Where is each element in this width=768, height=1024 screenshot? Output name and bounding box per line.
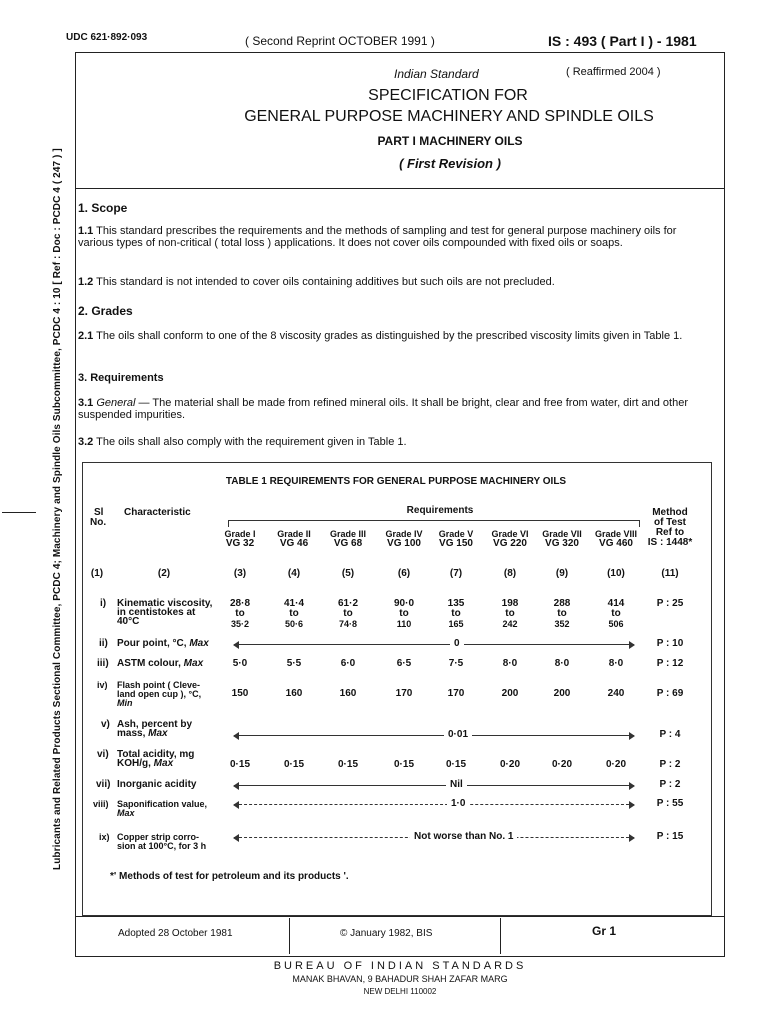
clause-1-2 bbox=[78, 276, 708, 288]
row-9-no: ix) bbox=[99, 832, 110, 842]
row-3-value-7: 8·0 bbox=[554, 658, 570, 669]
row-5-char-2-max: Max bbox=[148, 728, 168, 739]
row-1-char-3: 40°C bbox=[117, 616, 140, 627]
row-3-value-6: 8·0 bbox=[502, 658, 518, 669]
row-3-char-max: Max bbox=[183, 658, 204, 669]
row-1-to-3: to bbox=[343, 608, 353, 619]
top-rule bbox=[75, 52, 725, 53]
row-8-value: 1·0 bbox=[447, 799, 469, 809]
row-1-min-2: 41·4 bbox=[283, 598, 304, 609]
row-1-char-1: Kinematic viscosity, bbox=[117, 598, 213, 609]
row-2-char-text: Pour point, °C, bbox=[117, 638, 190, 649]
row-4-value-3: 160 bbox=[339, 688, 357, 699]
row-4-value-4: 170 bbox=[395, 688, 413, 699]
row-6-value-3: 0·15 bbox=[337, 759, 358, 770]
clause-1-1-number: 1.1 bbox=[78, 225, 94, 237]
title-line-2: GENERAL PURPOSE MACHINERY AND SPINDLE OILS bbox=[244, 108, 654, 125]
grade-7-vg: VG 320 bbox=[545, 538, 579, 549]
table-footnote: *' Methods of test for petroleum and its products '. bbox=[110, 871, 349, 882]
col-no: No. bbox=[90, 517, 107, 528]
row-1-to-1: to bbox=[235, 608, 245, 619]
grade-2-vg: VG 46 bbox=[279, 538, 309, 549]
row-5-char-1: Ash, percent by bbox=[117, 719, 193, 730]
row-4-value-1: 150 bbox=[231, 688, 249, 699]
row-1-min-8: 414 bbox=[607, 598, 625, 609]
column-number-8: (8) bbox=[503, 568, 517, 579]
column-number-6: (6) bbox=[397, 568, 411, 579]
row-1-method: P : 25 bbox=[656, 598, 684, 609]
clause-3-1-text: — The material shall be made from refined mineral oils. It shall be bright, clear and free from water, dirt and other suspended impurities. bbox=[78, 397, 688, 421]
row-1-max-3: 74·8 bbox=[338, 619, 357, 629]
section-3-heading: 3. Requirements bbox=[78, 372, 164, 384]
col-method-2: of Test bbox=[653, 517, 687, 528]
row-3-value-4: 6·5 bbox=[396, 658, 412, 669]
row-6-char-2-max: Max bbox=[153, 758, 174, 769]
footer-bottom-rule bbox=[75, 956, 725, 957]
grade-8-vg: VG 460 bbox=[599, 538, 633, 549]
row-6-value-4: 0·15 bbox=[393, 759, 414, 770]
row-5-value: 0·01 bbox=[444, 730, 472, 740]
row-1-max-1: 35·2 bbox=[230, 619, 249, 629]
row-1-min-4: 90·0 bbox=[393, 598, 414, 609]
grade-5-name: Grade V bbox=[438, 529, 474, 539]
clause-3-2 bbox=[78, 436, 708, 448]
row-5-char-2-text: mass, bbox=[117, 728, 149, 739]
requirements-brace bbox=[228, 520, 640, 527]
row-9-char-1: Copper strip corro- bbox=[117, 832, 200, 842]
grade-1-name: Grade I bbox=[224, 529, 256, 539]
column-number-5: (5) bbox=[341, 568, 355, 579]
row-8-no: viii) bbox=[93, 799, 109, 809]
row-2-value: 0 bbox=[450, 639, 464, 649]
clause-3-2-text: The oils shall also comply with the requirement given in Table 1. bbox=[96, 436, 407, 448]
column-number-9: (9) bbox=[555, 568, 569, 579]
row-4-char-3: Min bbox=[117, 698, 133, 708]
clause-2-1-text: The oils shall conform to one of the 8 viscosity grades as distinguished by the prescribed viscosity limits given in Table 1. bbox=[96, 330, 683, 342]
row-4-method: P : 69 bbox=[656, 688, 684, 699]
row-6-value-7: 0·20 bbox=[551, 759, 572, 770]
row-1-no: i) bbox=[100, 598, 107, 609]
margin-mark bbox=[2, 512, 36, 513]
row-5-char-2 bbox=[117, 729, 168, 739]
row-3-no: iii) bbox=[97, 658, 109, 669]
row-1-min-5: 135 bbox=[447, 598, 465, 609]
row-1-max-6: 242 bbox=[502, 619, 518, 629]
row-1-min-1: 28·8 bbox=[229, 598, 250, 609]
clause-3-1-label: General bbox=[96, 397, 136, 409]
row-1-min-7: 288 bbox=[553, 598, 571, 609]
row-5-no: v) bbox=[101, 719, 110, 730]
clause-1-1 bbox=[78, 225, 708, 249]
row-9-method: P : 15 bbox=[656, 831, 684, 842]
row-3-value-8: 8·0 bbox=[608, 658, 624, 669]
row-1-min-6: 198 bbox=[501, 598, 519, 609]
section-2-heading: 2. Grades bbox=[78, 304, 133, 318]
revision-label: ( First Revision ) bbox=[399, 156, 501, 171]
clause-3-2-number: 3.2 bbox=[78, 436, 94, 448]
row-1-max-5: 165 bbox=[448, 619, 464, 629]
row-6-char-1: Total acidity, mg bbox=[117, 749, 195, 760]
col-method-1: Method bbox=[652, 507, 688, 518]
col-method-4: IS : 1448* bbox=[647, 537, 693, 548]
column-number-1: (1) bbox=[90, 568, 104, 579]
bureau-name: BUREAU OF INDIAN STANDARDS bbox=[273, 960, 527, 972]
clause-3-1-number: 3.1 bbox=[78, 397, 94, 409]
row-2-no: ii) bbox=[99, 638, 108, 649]
grade-3-vg: VG 68 bbox=[333, 538, 363, 549]
committee-sidebar: Lubricants and Related Products Sectional Committee, PCDC 4; Machinery and Spindle Oils Subcommittee, PCDC 4 : 10 [ Ref : Doc : PCDC 4 ( 247 ) ] bbox=[52, 148, 63, 870]
row-1-char-2: in centistokes at bbox=[117, 607, 196, 618]
row-3-value-5: 7·5 bbox=[448, 658, 464, 669]
row-2-char-max: Max bbox=[189, 638, 209, 649]
clause-2-1-number: 2.1 bbox=[78, 330, 94, 342]
row-9-char-2: sion at 100°C, for 3 h bbox=[117, 841, 207, 851]
row-4-char-1: Flash point ( Cleve- bbox=[117, 680, 201, 690]
row-1-to-4: to bbox=[399, 608, 409, 619]
row-4-value-5: 170 bbox=[447, 688, 465, 699]
table-title: TABLE 1 REQUIREMENTS FOR GENERAL PURPOSE MACHINERY OILS bbox=[225, 476, 567, 487]
row-2-span-arrow bbox=[234, 644, 634, 645]
copyright-note: © January 1982, BIS bbox=[340, 928, 433, 939]
row-1-to-5: to bbox=[451, 608, 461, 619]
grade-6-name: Grade VI bbox=[491, 529, 529, 539]
row-9-value: Not worse than No. 1 bbox=[410, 832, 517, 842]
column-number-3: (3) bbox=[233, 568, 247, 579]
clause-1-2-text: This standard is not intended to cover oils containing additives but such oils are not precluded. bbox=[96, 276, 555, 288]
col-characteristic: Characteristic bbox=[124, 507, 191, 518]
row-1-max-2: 50·6 bbox=[284, 619, 303, 629]
column-number-2: (2) bbox=[157, 568, 171, 579]
row-6-value-2: 0·15 bbox=[283, 759, 304, 770]
row-6-char-2-text: KOH/g, bbox=[117, 758, 154, 769]
col-requirements: Requirements bbox=[406, 505, 474, 516]
reprint-note: ( Second Reprint OCTOBER 1991 ) bbox=[245, 34, 435, 48]
grade-3-name: Grade III bbox=[329, 529, 366, 539]
row-7-value: Nil bbox=[446, 780, 467, 790]
row-4-value-6: 200 bbox=[501, 688, 519, 699]
row-1-max-8: 506 bbox=[608, 619, 624, 629]
row-1-max-4: 110 bbox=[396, 619, 412, 629]
grade-6-vg: VG 220 bbox=[493, 538, 527, 549]
part-title: PART I MACHINERY OILS bbox=[377, 134, 523, 148]
row-7-span-arrow bbox=[234, 785, 634, 786]
column-number-4: (4) bbox=[287, 568, 301, 579]
row-6-method: P : 2 bbox=[659, 759, 681, 770]
row-6-value-8: 0·20 bbox=[605, 759, 626, 770]
row-4-value-8: 240 bbox=[607, 688, 625, 699]
row-5-method: P : 4 bbox=[659, 729, 681, 740]
row-1-max-7: 352 bbox=[554, 619, 570, 629]
row-2-method: P : 10 bbox=[656, 638, 684, 649]
row-3-char bbox=[117, 659, 203, 669]
grade-4-name: Grade IV bbox=[385, 529, 423, 539]
row-4-char-2: land open cup ), °C, bbox=[117, 689, 202, 699]
row-4-value-7: 200 bbox=[553, 688, 571, 699]
col-sl: Sl bbox=[94, 507, 104, 518]
clause-1-1-text: This standard prescribes the requirements and the methods of sampling and test for general purpose machinery oils for various types of non-critical ( total loss ) applications. It does not cover oils compounded with fixed oils or soaps. bbox=[78, 225, 677, 249]
row-1-to-8: to bbox=[611, 608, 621, 619]
row-7-no: vii) bbox=[96, 779, 111, 790]
row-5-span-arrow bbox=[234, 735, 634, 736]
is-number: IS : 493 ( Part I ) - 1981 bbox=[548, 33, 697, 49]
row-8-method: P : 55 bbox=[656, 798, 684, 809]
row-1-min-3: 61·2 bbox=[337, 598, 358, 609]
grade-5-vg: VG 150 bbox=[439, 538, 473, 549]
price-group: Gr 1 bbox=[592, 924, 617, 938]
footer-divider-2 bbox=[500, 918, 501, 954]
col-method-3: Ref to bbox=[655, 527, 685, 538]
row-6-value-6: 0·20 bbox=[499, 759, 520, 770]
column-number-10: (10) bbox=[607, 568, 625, 579]
column-number-11: (11) bbox=[661, 568, 679, 579]
bureau-address-2: NEW DELHI 110002 bbox=[363, 987, 437, 996]
grade-1-vg: VG 32 bbox=[225, 538, 255, 549]
grade-4-vg: VG 100 bbox=[387, 538, 421, 549]
grade-8-name: Grade VIII bbox=[594, 529, 638, 539]
grade-2-name: Grade II bbox=[277, 529, 311, 539]
row-6-char-2 bbox=[117, 759, 173, 769]
row-4-value-2: 160 bbox=[285, 688, 303, 699]
clause-2-1 bbox=[78, 330, 708, 342]
udc-code: UDC 621·892·093 bbox=[66, 32, 148, 43]
row-6-value-5: 0·15 bbox=[445, 759, 466, 770]
row-7-method: P : 2 bbox=[659, 779, 681, 790]
bureau-address-1: MANAK BHAVAN, 9 BAHADUR SHAH ZAFAR MARG bbox=[292, 974, 508, 984]
footer-top-rule bbox=[75, 916, 725, 917]
row-8-span-arrow bbox=[234, 804, 634, 805]
title-rule bbox=[75, 188, 725, 189]
row-1-to-7: to bbox=[557, 608, 567, 619]
row-1-to-6: to bbox=[505, 608, 515, 619]
row-4-no: iv) bbox=[97, 680, 108, 690]
row-8-char-1: Saponification value, bbox=[117, 799, 208, 809]
row-8-char-2: Max bbox=[117, 808, 135, 818]
row-3-value-3: 6·0 bbox=[340, 658, 356, 669]
row-6-value-1: 0·15 bbox=[229, 759, 250, 770]
column-number-7: (7) bbox=[449, 568, 463, 579]
row-6-no: vi) bbox=[97, 749, 109, 760]
clause-3-1 bbox=[78, 397, 708, 421]
row-3-char-text: ASTM colour, bbox=[117, 658, 184, 669]
row-2-char bbox=[117, 639, 209, 649]
adopted-date: Adopted 28 October 1981 bbox=[118, 928, 233, 939]
footer-divider-1 bbox=[289, 918, 290, 954]
row-3-method: P : 12 bbox=[656, 658, 684, 669]
clause-1-2-number: 1.2 bbox=[78, 276, 94, 288]
row-3-value-2: 5·5 bbox=[286, 658, 302, 669]
section-1-heading: 1. Scope bbox=[78, 201, 128, 215]
row-3-value-1: 5·0 bbox=[232, 658, 248, 669]
row-1-to-2: to bbox=[289, 608, 299, 619]
reaffirmed-note: ( Reaffirmed 2004 ) bbox=[566, 66, 661, 78]
indian-standard-label: Indian Standard bbox=[394, 67, 479, 81]
row-7-char: Inorganic acidity bbox=[117, 779, 197, 790]
title-line-1: SPECIFICATION FOR bbox=[368, 87, 528, 104]
grade-7-name: Grade VII bbox=[542, 529, 582, 539]
